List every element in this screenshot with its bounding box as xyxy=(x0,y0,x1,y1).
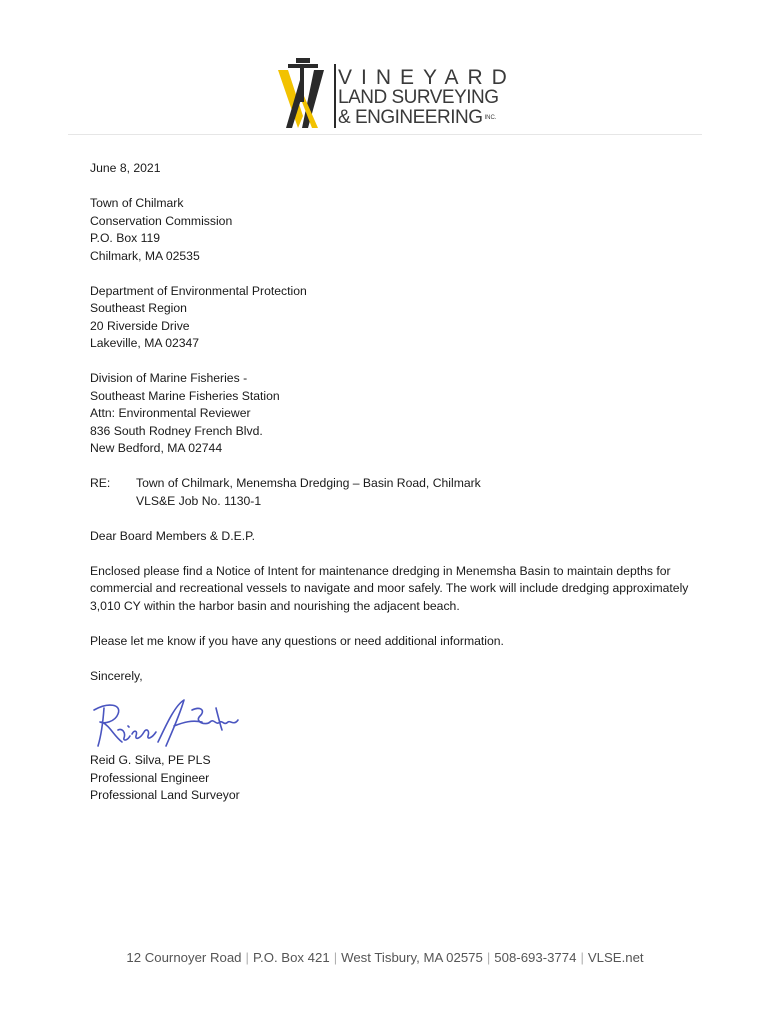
signature-block: Reid G. Silva, PE PLS Professional Engineer Professional Land Surveyor xyxy=(90,753,240,802)
company-name-line2: LAND SURVEYING xyxy=(338,87,499,108)
footer-city: West Tisbury, MA 02575 xyxy=(341,950,483,965)
footer-contact xyxy=(0,950,770,965)
re-label: RE: xyxy=(90,476,111,490)
recipient-address-dep: Department of Environmental Protection Southeast Region 20 Riverside Drive Lakeville, MA 02347 xyxy=(90,283,307,350)
recipient-address-chilmark: Town of Chilmark Conservation Commission P.O. Box 119 Chilmark, MA 02535 xyxy=(90,196,233,263)
company-name-line3-text: & ENGINEERING xyxy=(338,107,483,128)
salutation: Dear Board Members & D.E.P. xyxy=(90,528,256,543)
closing: Sincerely, xyxy=(90,668,143,683)
re-line xyxy=(90,475,690,510)
company-name-line3 xyxy=(338,108,514,128)
letterhead xyxy=(274,56,514,132)
footer-separator: | xyxy=(333,950,338,965)
company-name-line1: VINEYARD xyxy=(338,66,516,89)
recipient-address-dmf: Division of Marine Fisheries - Southeast Marine Fisheries Station Attn: Environmental Reviewer 836 South Rodney French Blvd. New Bedford, MA 02744 xyxy=(90,371,280,455)
body-paragraph-1: Enclosed please find a Notice of Intent for maintenance dredging in Menemsha Basin to maintain depths for commercial and recreational vessels to navigate and moor safely. The work will include dredging approximately 3,010 CY within the harbor basin and nourishing the adjacent beach. xyxy=(90,563,689,613)
company-name xyxy=(338,68,514,128)
footer-website: VLSE.net xyxy=(587,950,644,965)
letter-body xyxy=(90,160,690,703)
company-inc: INC. xyxy=(484,115,497,121)
footer-separator: | xyxy=(580,950,584,965)
footer-separator: | xyxy=(486,950,491,965)
body-paragraph-2: Please let me know if you have any questions or need additional information. xyxy=(90,633,504,648)
footer-po-box: P.O. Box 421 xyxy=(252,950,330,965)
letter-date: June 8, 2021 xyxy=(90,161,161,175)
logo-divider xyxy=(334,64,336,128)
re-subject: Town of Chilmark, Menemsha Dredging – Basin Road, Chilmark VLS&E Job No. 1130-1 xyxy=(136,476,481,508)
header-divider xyxy=(68,134,702,135)
footer-phone: 508-693-3774 xyxy=(494,950,577,965)
footer-address: 12 Cournoyer Road xyxy=(126,950,242,965)
vineyard-logo-icon xyxy=(274,56,330,132)
signature-image xyxy=(88,692,248,752)
footer-separator: | xyxy=(245,950,249,965)
